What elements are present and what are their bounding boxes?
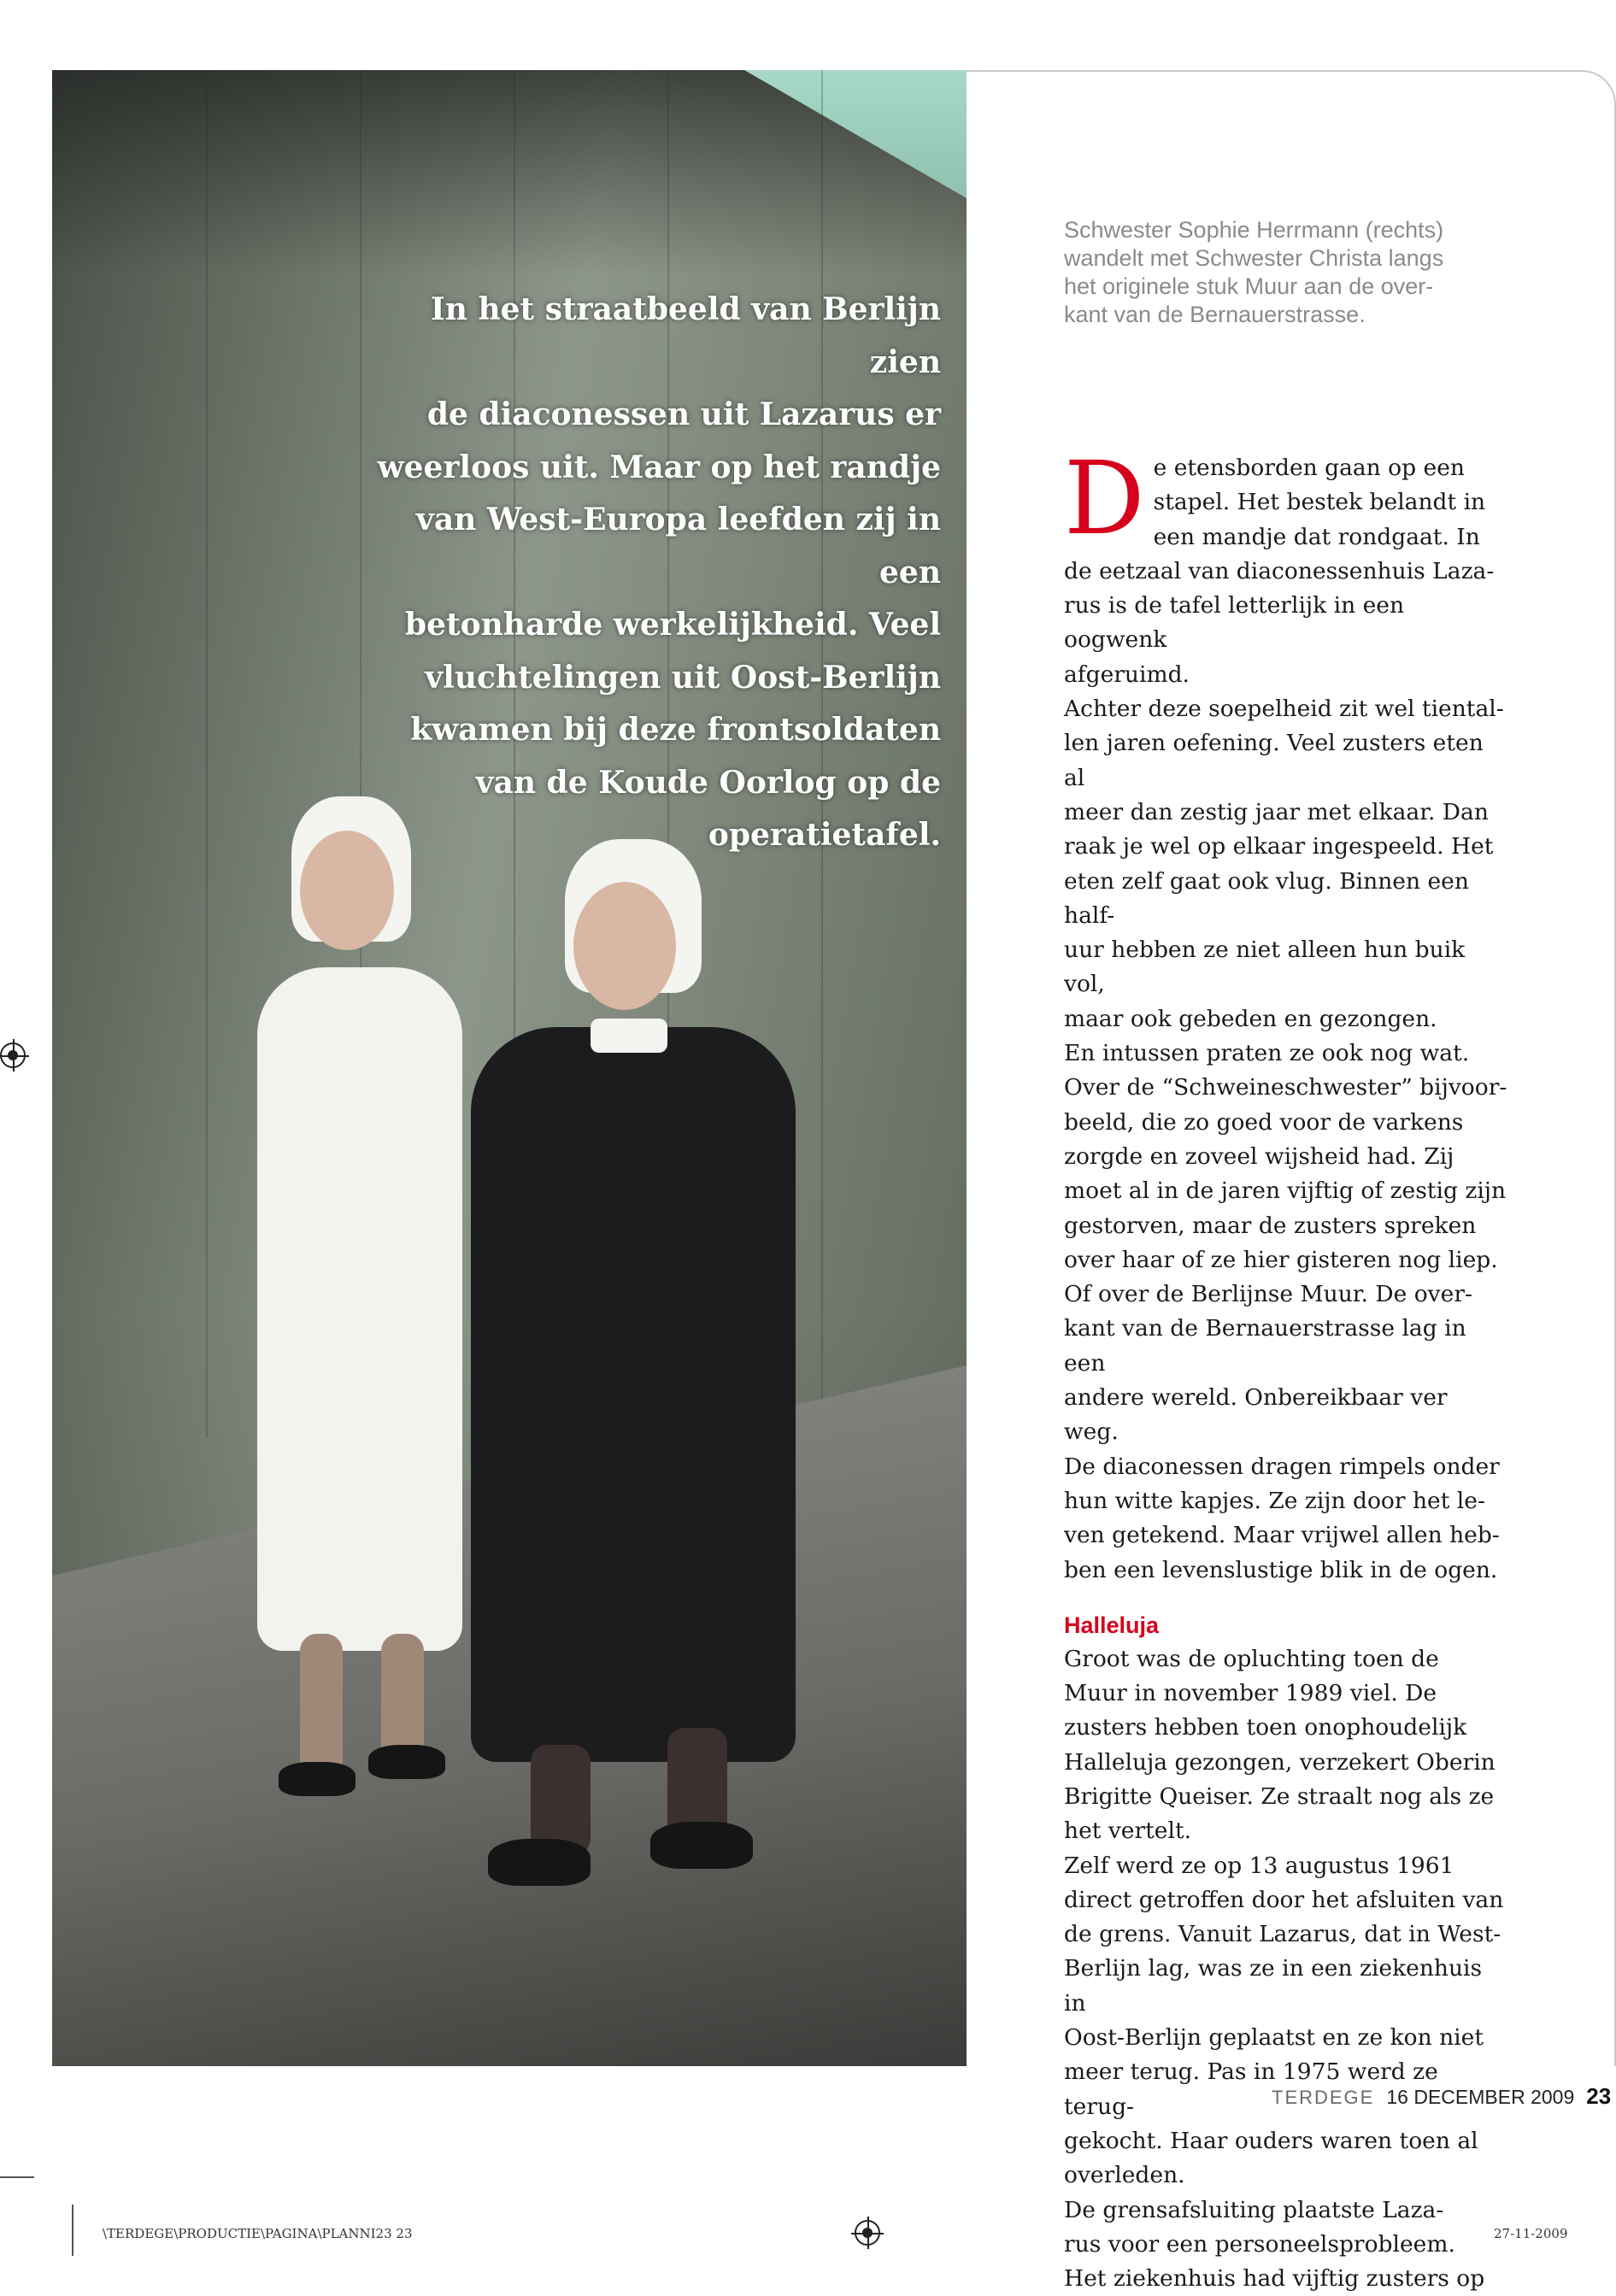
page-number: 23 (1586, 2083, 1612, 2109)
pull-quote: In het straatbeeld van Berlijn zien de diaconessen uit Lazarus er weerloos uit. Maar op het randje van West-Europa leefden zij in een betonharde werkelijkheid. Veel vluchtelingen uit Oost-Berlijn kwamen bij deze frontsoldaten van de Koude Oorlog op de operatietafel. (377, 291, 941, 853)
slug-date: 27-11-2009 (1494, 2226, 1568, 2241)
drop-cap: D (1064, 439, 1145, 557)
photo-caption: Schwester Sophie Herrmann (rechts) wandelt met Schwester Christa langs het originele stuk Muur aan de over- kant van de Bernauerstrasse. (1064, 217, 1444, 327)
trim-mark (72, 2205, 73, 2256)
magazine-name: TERDEGE (1272, 2087, 1375, 2108)
paragraph: Zelf werd ze op 13 augustus 1961 direct getroffen door het afsluiten van de grens. Vanuit Lazarus, dat in West- Berlijn lag, was ze in een ziekenhuis in Oost-Berlijn geplaatst en ze kon niet meer terug. Pas in 1975 werd ze terug- gekocht. Haar ouders waren toen al overleden. (1064, 1852, 1504, 2189)
paragraph: Achter deze soepelheid zit wel tiental- len jaren oefening. Veel zusters eten al meer dan zestig jaar met elkaar. Dan raak je wel op elkaar ingespeeld. Het eten zelf gaat ook vlug. Binnen een half- uur hebben ze niet alleen hun buik vol, maar ook gebeden en gezongen. (1064, 696, 1504, 1032)
nun-in-black (454, 839, 813, 1890)
slug-path: \TERDEGE\PRODUCTIE\PAGINA\PLANNI23 23 (103, 2226, 413, 2241)
paragraph: Groot was de opluchting toen de Muur in november 1989 viel. De zusters hebben toen onophoudelijk Halleluja gezongen, verzekert Oberin Brigitte Queiser. Ze straalt nog als ze het vertelt. (1064, 1645, 1496, 1845)
trim-mark (0, 2176, 34, 2178)
section-heading: Halleluja (1064, 1612, 1160, 1638)
paragraph: D e etensborden gaan op een stapel. Het bestek belandt in een mandje dat rondgaat. In de eetzaal van diaconessenhuis Laza- rus is de tafel letterlijk in een oogwenk afgeruimd. (1064, 439, 1495, 688)
page-footer (1272, 2083, 1612, 2110)
paragraph: De grensafsluiting plaatste Laza- rus voor een personeelsprobleem. Het ziekenhuis had vijftig zusters op (1064, 2196, 1485, 2293)
photo-nuns-at-wall (52, 70, 967, 2066)
registration-mark-icon (855, 2220, 880, 2246)
registration-mark-icon (0, 1042, 26, 1068)
issue-date: 16 DECEMBER 2009 (1386, 2086, 1575, 2108)
paragraph: En intussen praten ze ook nog wat. Over de “Schweineschwester” bijvoor- beeld, die zo goed voor de varkens zorgde en zoveel wijsheid had. Zij moet al in de jaren vijftig of zestig zijn gestorven, maar de zusters spreken over haar of ze hier gisteren nog liep. Of over de Berlijnse Muur. De over- kant van de Bernauerstrasse lag in een andere wereld. Onbereikbaar ver weg. De diaconessen dragen rimpels onder hun witte kapjes. Ze zijn door het le- ven getekend. Maar vrijwel allen heb- ben een levenslustige blik in de ogen. (1064, 1040, 1507, 1583)
article-body (1064, 439, 1508, 2296)
nun-in-white (232, 796, 488, 1805)
